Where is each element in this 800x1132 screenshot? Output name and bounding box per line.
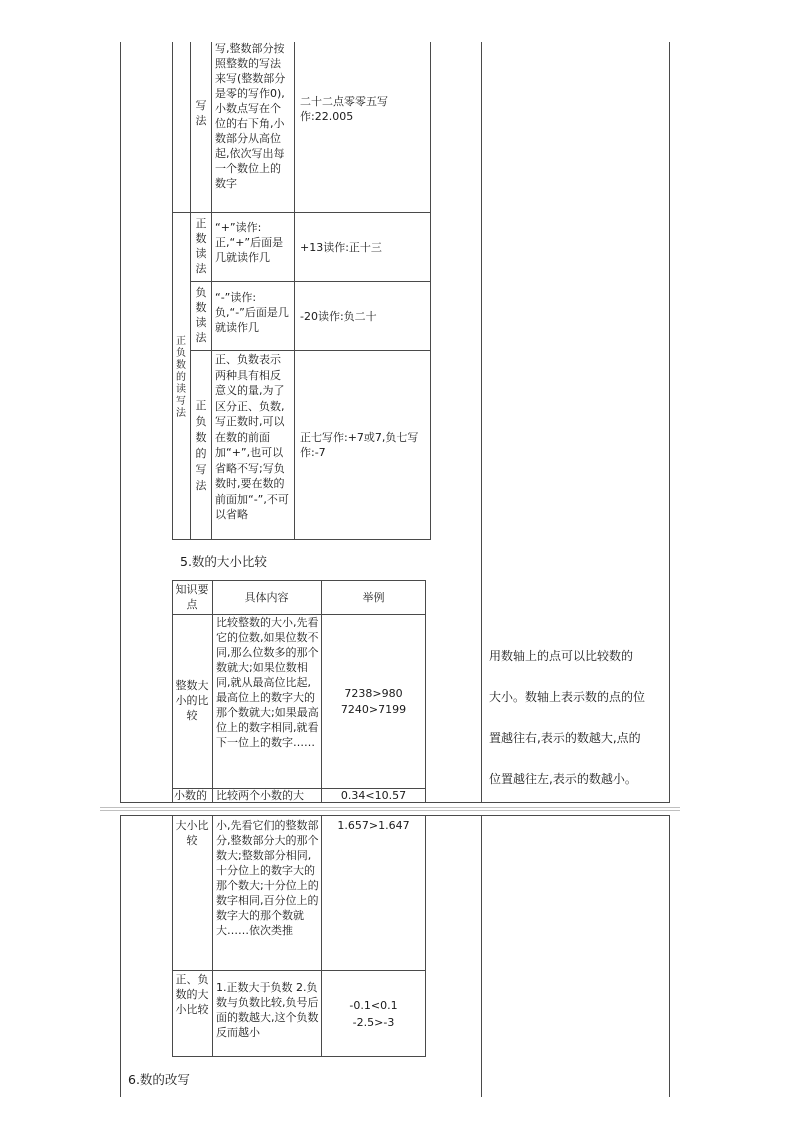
upper-table-line [190,281,431,282]
side-note-line: 用数轴上的点可以比较数的 [489,649,634,663]
header-content: 具体内容 [244,591,289,604]
upper-table-line [211,42,212,539]
side-note-line: 位置越往左,表示的数越小。 [489,772,637,786]
compare-table-line [172,815,173,1057]
xie-content: 写,整数部分按照整数的写法来写(整数部分是零的写作0),小数点写在个位的右下角,小数部分从高位起,依次写出每一个数位上的数字 [215,42,286,190]
outer-top-border-p2 [120,815,670,816]
upper-table-line [430,42,431,539]
zheng-read-example: +13读作:正十三 [300,241,382,254]
row2-content-top: 比较两个小数的大 [216,789,304,802]
row3-label: 正、负数的大小比较 [175,973,209,1016]
outer-left-border [120,42,121,802]
section5-heading: 5.数的大小比较 [180,554,267,569]
zheng-read-content: “+”读作:正,“+”后面是几就读作几 [215,221,284,264]
xie-example: 二十二点零零五写作:22.005 [300,95,388,123]
row2-label-bottom: 大小比较 [175,819,209,847]
page-break-line [100,807,680,808]
fu-read-label: 负数读法 [195,286,207,344]
upper-table-line [172,539,431,540]
zhengfu-write-example: 正七写作:+7或7,负七写作:-7 [300,431,419,459]
compare-table-line [172,970,426,971]
outer-mid-border [481,42,482,802]
upper-table-line [190,212,431,213]
zhengfu-write-content: 正、负数表示两种具有相反意义的量,为了区分正、负数,写正数时,可以在数的前面加“+”,也可以省略不写;写负数时,要在数的前面加“-”,不可以省略 [215,353,289,521]
compare-table-line [425,815,426,1057]
outer-left-border-p2 [120,815,121,1097]
upper-table-line [190,42,191,539]
upper-table-line [294,42,295,539]
upper-table-line [190,350,431,351]
row3-content: 1.正数大于负数 2.负数与负数比较,负号后面的数越大,这个负数反而越小 [216,981,319,1039]
compare-table-line [425,580,426,802]
compare-table-line [172,1056,426,1057]
upper-table-line [172,212,191,213]
row2-example2: 1.657>1.647 [337,819,410,832]
header-zhishi: 知识要点 [175,583,209,611]
compare-table-line [212,580,213,802]
side-note-line: 大小。数轴上表示数的点的位 [489,690,646,704]
row1-content: 比较整数的大小,先看它的位数,如果位数不同,那么位数多的那个数就大;如果位数相同,就从最高位比起,最高位上的数字大的那个数就大;如果最高位上的数字相同,就看下一位上的数字…… [216,616,319,749]
zhengfu-group-label: 正负数的读写法 [176,336,186,419]
row2-example1: 0.34<10.57 [340,789,407,802]
upper-table-line [172,42,173,539]
outer-mid-border-p2 [481,815,482,1097]
side-note-line: 置越往右,表示的数越大,点的 [489,731,641,745]
zheng-read-label: 正数读法 [195,217,207,275]
fu-read-content: “-”读作:负,“-”后面是几就读作几 [215,291,289,334]
row3-example2: -2.5>-3 [352,1016,395,1029]
compare-table-line [212,815,213,1057]
header-example: 举例 [362,591,385,604]
row2-content-bottom: 小,先看它们的整数部分,整数部分大的那个数大;整数部分相同,十分位上的数字大的那个数大;十分位上的数字相同,百分位上的数字大的那个数就大……依次类推 [216,819,319,937]
row3-example1: -0.1<0.1 [349,999,398,1012]
row1-example1: 7238>980 [344,687,403,700]
section6-heading: 6.数的改写 [128,1072,190,1087]
zhengfu-write-label: 正负数的写法 [195,399,207,492]
outer-right-border [669,42,670,802]
page-break-line-2 [100,810,680,811]
outer-right-border-p2 [669,815,670,1097]
row1-example2: 7240>7199 [340,703,407,716]
fu-read-example: -20读作:负二十 [300,310,377,323]
row2-label-top: 小数的 [174,789,207,802]
compare-table-line [172,580,426,581]
row1-label: 整数大小的比较 [175,679,209,722]
xie-label: 写法 [195,99,207,127]
